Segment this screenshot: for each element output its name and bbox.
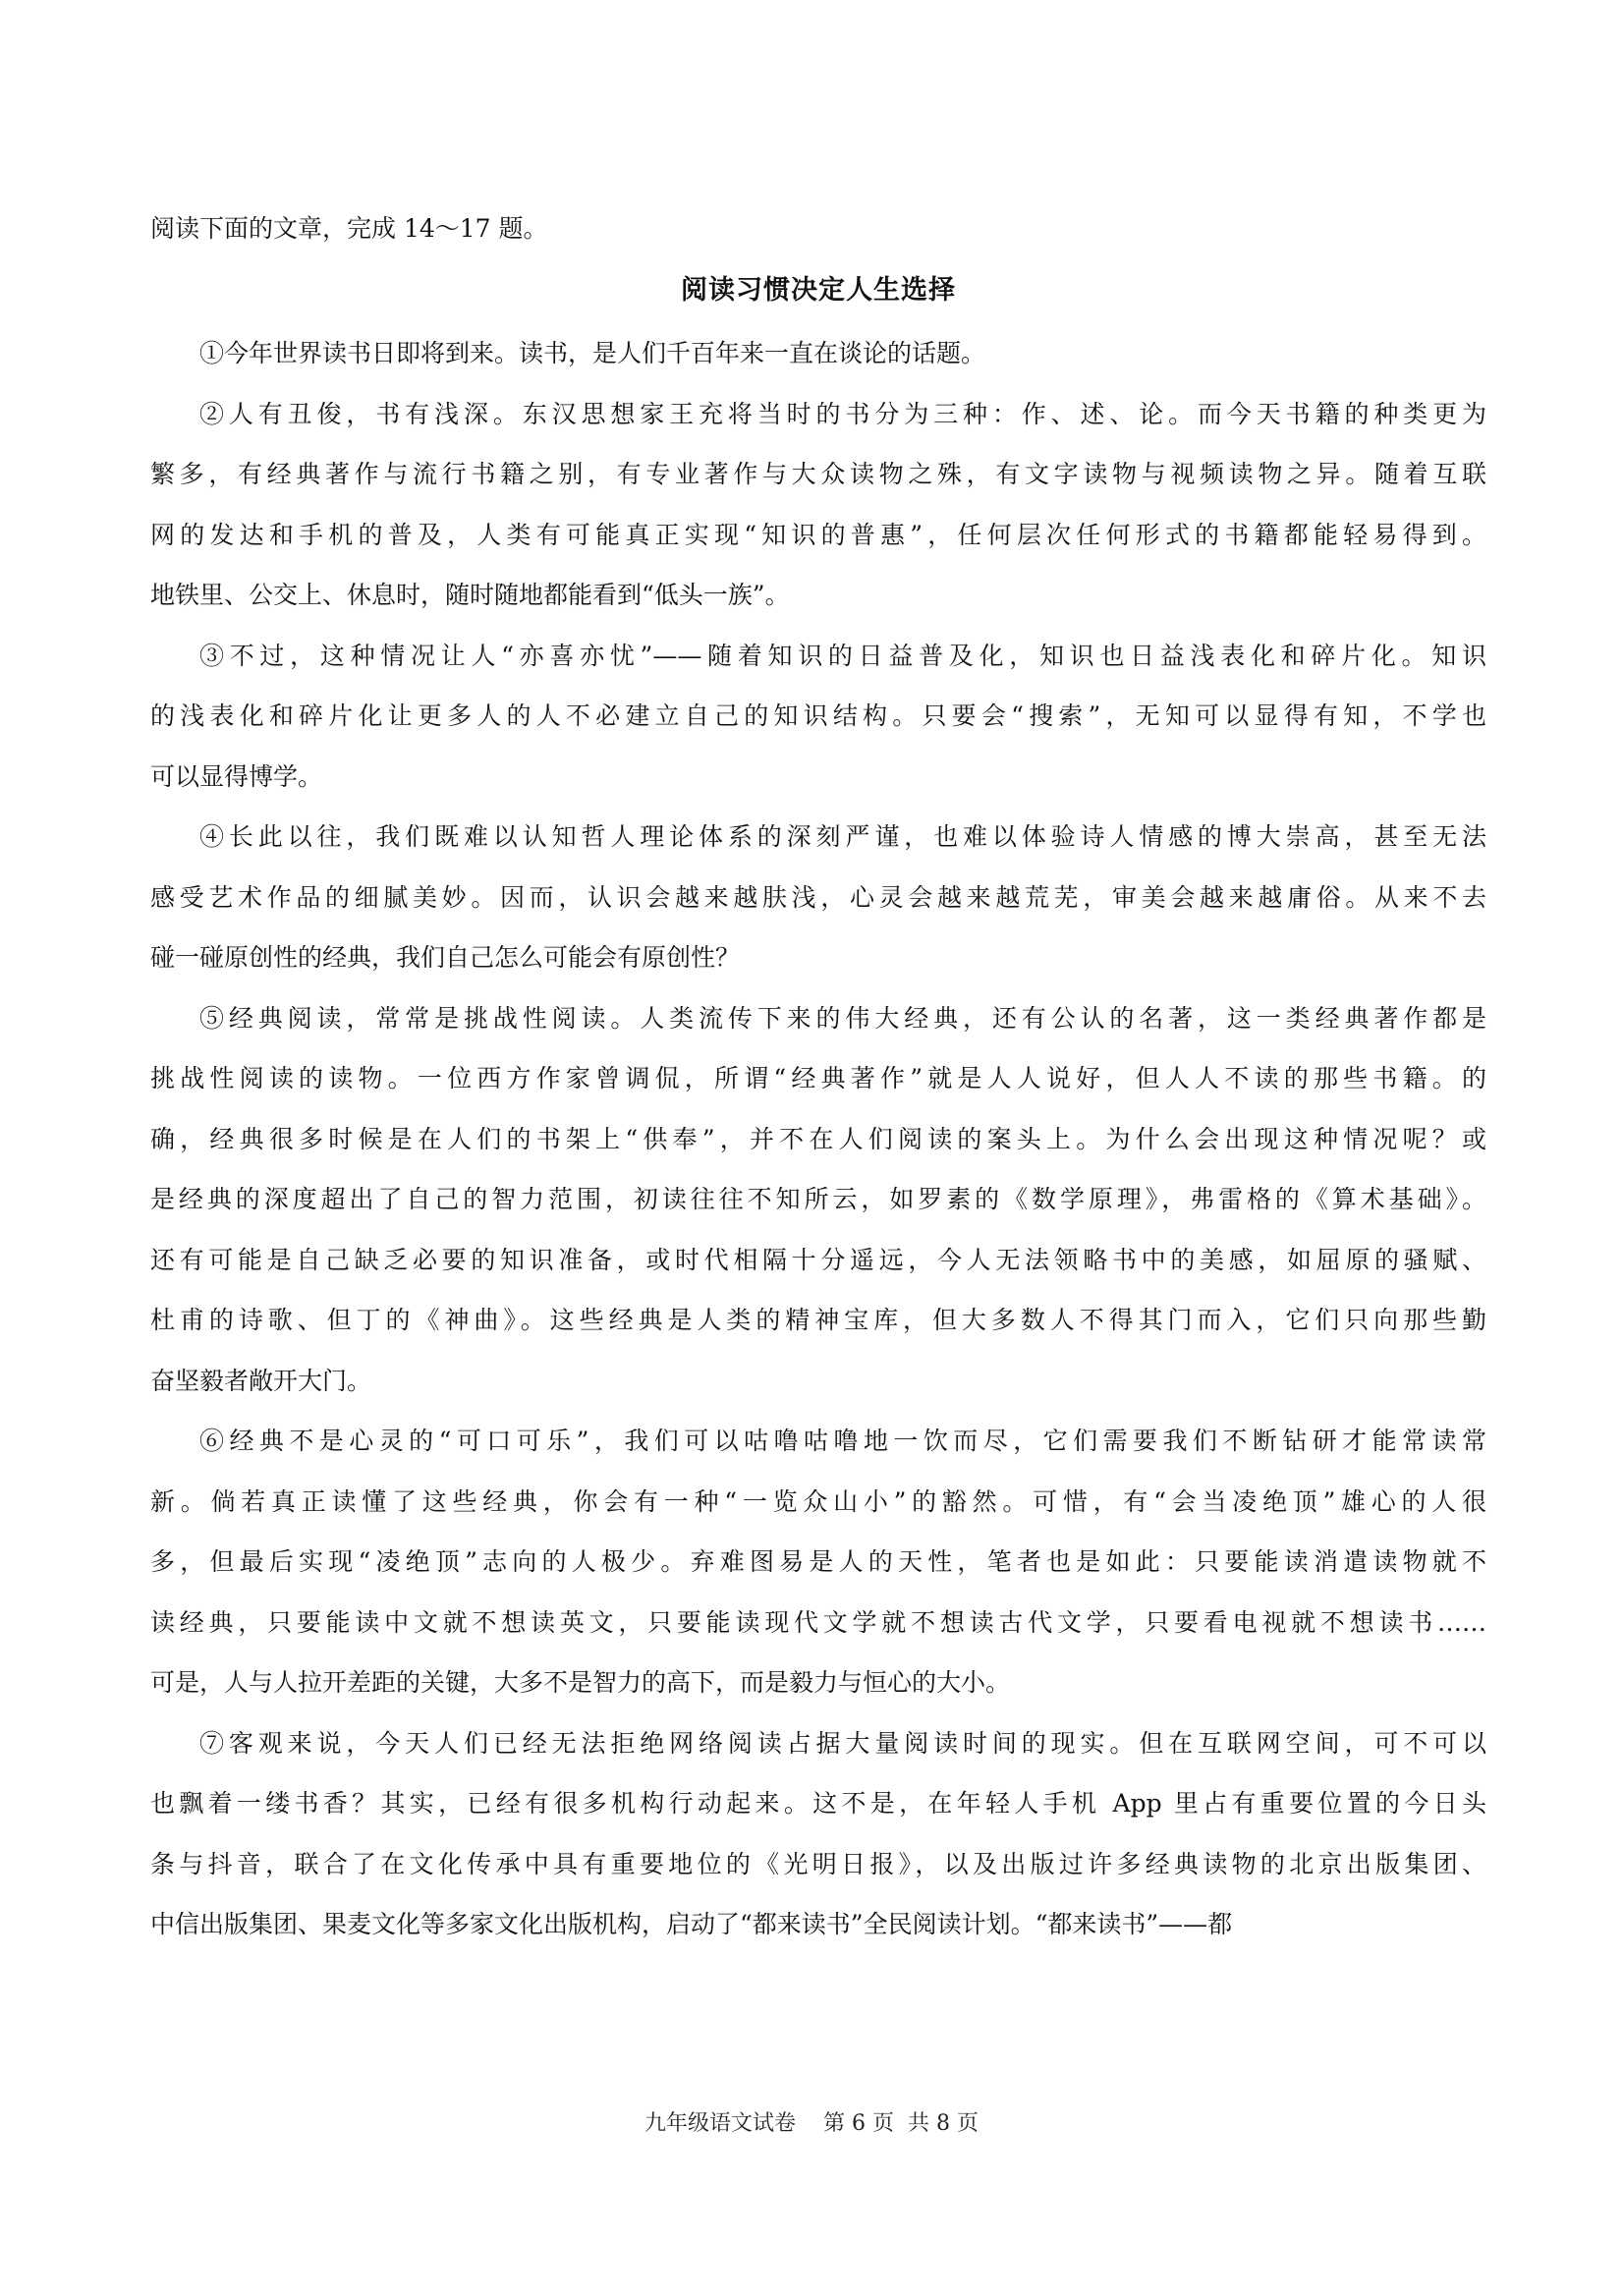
- paragraph-line: 多，但最后实现“凌绝顶”志向的人极少。弃难图易是人的天性，笔者也是如此：只要能读消遣读物就不: [150, 1547, 1486, 1576]
- paragraph: [150, 1411, 1486, 1713]
- article-body: [150, 323, 1486, 1955]
- paragraph-line: 碰一碰原创性的经典，我们自己怎么可能会有原创性？: [150, 943, 741, 972]
- paragraph-line: 读经典，只要能读中文就不想读英文，只要能读现代文学就不想读古代文学，只要看电视就不想读书……: [150, 1607, 1486, 1637]
- paragraph-line: 网的发达和手机的普及，人类有可能真正实现“知识的普惠”，任何层次任何形式的书籍都能轻易得到。: [150, 520, 1486, 549]
- reading-passage: [150, 199, 1486, 1955]
- paragraph-line: 也飘着一缕书香？其实，已经有很多机构行动起来。这不是，在年轻人手机 App 里占有重要位置的今日头: [150, 1789, 1486, 1818]
- paragraph-line: 的浅表化和碎片化让更多人的人不必建立自己的知识结构。只要会“搜索”，无知可以显得有知，不学也: [150, 701, 1486, 730]
- article-title: 阅读习惯决定人生选择: [681, 275, 956, 306]
- paragraph-line: 中信出版集团、果麦文化等多家文化出版机构，启动了“都来读书”全民阅读计划。“都来读书”——都: [150, 1910, 1233, 1938]
- paragraph-line: ⑥经典不是心灵的“可口可乐”，我们可以咕噜咕噜地一饮而尽，它们需要我们不断钻研才能常读常: [199, 1427, 1486, 1455]
- page-footer: 九年级语文试卷 第 6 页 共 8 页: [644, 2111, 979, 2136]
- paragraph: [150, 384, 1486, 626]
- paragraph: [150, 988, 1486, 1412]
- paragraph-line: 可是，人与人拉开差距的关键，大多不是智力的高下，而是毅力与恒心的大小。: [150, 1668, 1011, 1697]
- paragraph: [150, 323, 1486, 384]
- paragraph-line: ④长此以往，我们既难以认知哲人理论体系的深刻严谨，也难以体验诗人情感的博大崇高，甚至无法: [199, 822, 1486, 851]
- paragraph-line: 繁多，有经典著作与流行书籍之别，有专业著作与大众读物之殊，有文字读物与视频读物之异。随着互联: [150, 460, 1486, 488]
- paragraph: [150, 807, 1486, 988]
- paragraph-line: ①今年世界读书日即将到来。读书，是人们千百年来一直在谈论的话题。: [199, 339, 986, 367]
- paragraph-line: 杜甫的诗歌、但丁的《神曲》。这些经典是人类的精神宝库，但大多数人不得其门而入，它们只向那些勤: [150, 1306, 1486, 1334]
- paragraph-line: ③不过，这种情况让人“亦喜亦忧”——随着知识的日益普及化，知识也日益浅表化和碎片化。知识: [199, 641, 1486, 670]
- paragraph-line: ②人有丑俊，书有浅深。东汉思想家王充将当时的书分为三种：作、述、论。而今天书籍的种类更为: [199, 399, 1486, 428]
- paragraph: [150, 626, 1486, 808]
- paragraph: [150, 1713, 1486, 1955]
- paragraph-line: ⑤经典阅读，常常是挑战性阅读。人类流传下来的伟大经典，还有公认的名著，这一类经典著作都是: [199, 1003, 1486, 1033]
- paragraph-line: 还有可能是自己缺乏必要的知识准备，或时代相隔十分遥远，今人无法领略书中的美感，如屈原的骚赋、: [150, 1245, 1486, 1274]
- question-instruction: 阅读下面的文章，完成 14～17 题。: [150, 214, 548, 243]
- paragraph-line: 地铁里、公交上、休息时，随时随地都能看到“低头一族”。: [150, 581, 790, 609]
- paragraph-line: 感受艺术作品的细腻美妙。因而，认识会越来越肤浅，心灵会越来越荒芜，审美会越来越庸俗。从来不去: [150, 882, 1486, 912]
- paragraph-line: 可以显得博学。: [150, 761, 323, 791]
- paragraph-line: 挑战性阅读的读物。一位西方作家曾调侃，所谓“经典著作”就是人人说好，但人人不读的那些书籍。的: [150, 1064, 1486, 1092]
- paragraph-line: 新。倘若真正读懂了这些经典，你会有一种“一览众山小”的豁然。可惜，有“会当凌绝顶”雄心的人很: [150, 1486, 1486, 1516]
- paragraph-line: 确，经典很多时候是在人们的书架上“供奉”，并不在人们阅读的案头上。为什么会出现这种情况呢？或: [150, 1124, 1486, 1153]
- paragraph-line: 奋坚毅者敞开大门。: [150, 1366, 372, 1395]
- paragraph-line: ⑦客观来说，今天人们已经无法拒绝网络阅读占据大量阅读时间的现实。但在互联网空间，可不可以: [199, 1728, 1486, 1758]
- paragraph-line: 条与抖音，联合了在文化传承中具有重要地位的《光明日报》，以及出版过许多经典读物的北京出版集团、: [150, 1849, 1486, 1878]
- paragraph-line: 是经典的深度超出了自己的智力范围，初读往往不知所云，如罗素的《数学原理》，弗雷格的《算术基础》。: [150, 1185, 1486, 1213]
